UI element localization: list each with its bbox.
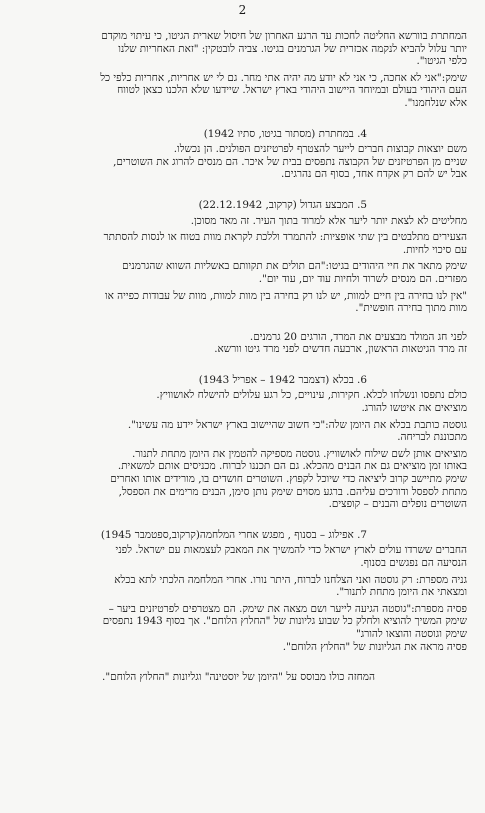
text-line: "אין לנו בחירה בין חיים למוות, יש לנו רק בחירה בין מוות למוות, מוות של עבודות כפייה או xyxy=(104,289,467,302)
section-heading: 6. בכלא (דצמבר 1942 – אפריל 1943) xyxy=(198,373,367,386)
text-line: שימק מתאר את חיי היהודים בגיטו:"הם תולים את תקוותם באשליות השווא שהגרמנים xyxy=(122,260,467,273)
text-line: לפני חג המולד מבצעים את המרד, הורגים 20 גרמנים. xyxy=(249,330,467,343)
section-paragraph xyxy=(10,544,467,569)
text-line: משם יוצאות קבוצות חברים לייער להצטרף לפרטיזנים הפולנים. הן נכשלו. xyxy=(173,143,467,156)
section-4 xyxy=(10,128,467,181)
section-paragraph xyxy=(10,448,467,511)
text-line: אבל יש להם רק אקדח אחד, בסוף הם נהרגים. xyxy=(280,168,467,181)
text-line: מתכוננת לבריחה. xyxy=(397,431,467,444)
text-line: שניים מן הפרטיזנים של הקבוצה נתפסים בבית של איכר. הם מנסים להרוג את השוטרים, xyxy=(113,155,467,168)
section-paragraph xyxy=(10,215,467,228)
text-line: כולם נתפסו ונשלחו לכלא. חקירות, עינויים, כל רגע עלולים להישלח לאושוויץ. xyxy=(156,389,467,402)
text-line: מתחת לספסל ודורכים עליהם. ברגע מסוים שימק נותן סימן, הבנים מרימים את הספסל, xyxy=(118,485,467,498)
text-line: כלפי הגיטו". xyxy=(416,55,467,68)
text-line: מוציאים את איטשו להורג. xyxy=(361,402,467,415)
text-line: יותר עלול להביא לנקמה אכזרית של הגרמנים בגיטו. צביה לובטקין: "זאת האחריות שלנו xyxy=(118,42,467,55)
section-paragraph xyxy=(10,574,467,599)
text-line: המחתרת בוורשא החליטה לחכות עד הרגע האחרון של חיסול שארית הגיטו, כי עיתוי מוקדם xyxy=(101,30,467,42)
section-paragraph xyxy=(10,389,467,414)
text-line: מוציאים אותן לשם שילוח לאושוויץ. גוסטה מספיקה להטמין את היומן מתחת לתנור. xyxy=(132,447,467,460)
section-heading: 4. במחתרת (מסתור בגיטו, סתיו 1942) xyxy=(203,127,367,140)
text-line: השוטרים נופלים והבנים – קופצים. xyxy=(328,498,467,511)
intro-paragraph-2 xyxy=(10,72,467,110)
text-line: שימק מתיישב קרוב ליציאה כדי שיוכל לקפוץ. השוטרים חושדים בו, מורידים אותו ואחרים xyxy=(110,473,467,486)
intro-section xyxy=(10,30,467,110)
section-paragraph xyxy=(10,419,467,444)
section-7 xyxy=(10,529,467,653)
text-line: שימק וגוסטה והוצאו להורג" xyxy=(355,627,467,640)
closing-note: המחזה כולו מבוסס על "היומן של יוסטינה" וגליונות "החלוץ הלוחם". xyxy=(102,671,375,684)
section-paragraph xyxy=(10,231,467,256)
text-line: מוות מתוך בחירה חופשית". xyxy=(355,302,467,315)
text-line: החברים ששרדו עולים לארץ ישראל כדי להמשיך את המאבק לעצמאות עם ישראל. לפני xyxy=(115,544,467,557)
text-line: פסיה מספרת:"גוסטה הגיעה לייער ושם מצאה את שימק. הם מצטרפים לפרטיזנים ביער – xyxy=(108,602,467,615)
text-line: הצעירים מתלבטים בין שתי אופציות: להתמרד וללכת לקראת מוות בטוח או לנסות להסתתר xyxy=(103,231,467,244)
section-6 xyxy=(10,374,467,511)
section-paragraph xyxy=(10,290,467,315)
section-paragraph xyxy=(10,603,467,653)
text-line: גוסטה כותבת בכלא את היומן שלה:"כי חשוב שהיישוב בארץ ישראל יידע מה עשינו". xyxy=(127,418,467,431)
text-line: באותו זמן מוציאים גם את הבנים מהכלא. גם הם תכננו לברוח. מכניסים אותם למשאית. xyxy=(117,460,467,473)
text-line: מפזרים. הם מנסים לשרוד ולחיות עוד יום, עוד יום". xyxy=(258,272,467,285)
section-heading: 5. המבצע הגדול (קרקוב, 22.12.1942) xyxy=(198,198,367,211)
section-paragraph xyxy=(10,260,467,285)
text-line: עם סיכוי לחיות. xyxy=(402,243,467,256)
page-number: 2 xyxy=(238,3,247,17)
text-line: אלא שנלחמנו". xyxy=(404,96,467,109)
text-line: שימק:"אני לא אחכה, כי אני לא יודע מה יהיה אתי מחר. גם לי יש אחריות, אחריות כלפי כל xyxy=(100,71,467,84)
intro-paragraph-1 xyxy=(10,30,467,68)
section-paragraph xyxy=(10,143,467,181)
section-heading: 7. אפילוג – בסנוף , מפגש אחרי המלחמה(קרקוב,ספטמבר 1945) xyxy=(100,528,367,541)
text-line: פסיה מראה את הגליונות של "החלוץ הלוחם". xyxy=(282,640,467,653)
text-line: גניה מספרת: רק גוסטה ואני הצלחנו לברוח, היתר נורו. אחרי המלחמה הלכתי לתא בכלא xyxy=(114,573,467,586)
section-5 xyxy=(10,199,467,356)
text-line: הנסיעה הם נפגשים בסנוף. xyxy=(360,557,467,569)
text-line: מחליטים לא לצאת יותר ליער אלא למרוד בתוך העיר. זה מאד מסוכן. xyxy=(190,214,467,227)
text-line: העם היהודי בעולם ובמיוחד היישוב היהודי בארץ ישראל. שיידעו שלא הלכנו כצאן לטווח xyxy=(117,84,467,97)
text-line: ומצאתי את היומן מתחת לתנור". xyxy=(336,586,467,599)
section-paragraph xyxy=(10,331,467,356)
text-line: שימק המשיך להוציא ולחלק כל שבוע גליונות של "החלוץ הלוחם". אך בסוף 1943 נתפסים xyxy=(102,615,467,628)
text-line: זה מרד הגיטאות הראשון, ארבעה חדשים לפני מרד גיטו וורשא. xyxy=(214,343,467,356)
